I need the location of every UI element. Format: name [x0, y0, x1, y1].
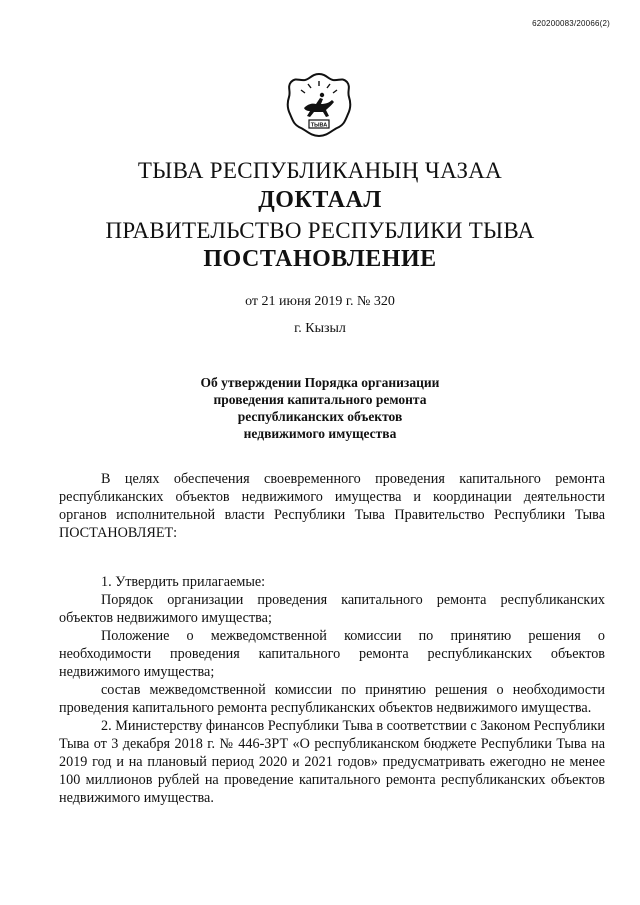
subject-line: недвижимого имущества — [243, 426, 397, 441]
item-paragraph: 2. Министерству финансов Республики Тыва в соответствии с Законом Республики Тыва от 3 декабря 2018 г. № 446-ЗРТ «О республиканском бюджете Республики Тыва на 2019 год и на плановый период 2020 и 2021 годов» предусматривать ежегодно не менее 100 миллионов рублей на проведение капитального ремонта республиканских объектов недвижимого имущества. — [59, 718, 605, 806]
preamble-paragraph: В целях обеспечения своевременного проведения капитального ремонта республиканских объектов недвижимого имущества и координации деятельности органов исполнительной власти Республики Тыва Правительство Республики Тыва ПОСТАНОВЛЯЕТ: — [59, 471, 605, 541]
subject-line: проведения капитального ремонта — [213, 392, 427, 407]
tyva-coat-of-arms-icon — [284, 70, 354, 140]
subject-line: республиканских объектов — [237, 409, 403, 424]
resolution-items — [59, 573, 605, 807]
header-doktaal: ДОКТААЛ — [258, 187, 382, 213]
subject-line: Об утверждении Порядка организации — [200, 375, 440, 390]
item-paragraph: Порядок организации проведения капитального ремонта республиканских объектов недвижимого имущества; — [59, 592, 605, 626]
document-subject — [0, 374, 640, 442]
item-paragraph: состав межведомственной комиссии по принятию решения о необходимости проведения капитального ремонта республиканских объектов недвижимого имущества. — [59, 682, 605, 716]
item-paragraph: 1. Утвердить прилагаемые: — [101, 574, 266, 590]
document-date: от 21 июня 2019 г. № 320 — [245, 294, 395, 309]
svg-text:ТЫВА: ТЫВА — [310, 122, 328, 129]
document-city: г. Кызыл — [294, 321, 346, 336]
header-postanovlenie: ПОСТАНОВЛЕНИЕ — [203, 246, 437, 272]
document-registration-number: 620200083/20066(2) — [532, 19, 610, 28]
header-tyva-government: ТЫВА РЕСПУБЛИКАНЫҢ ЧАЗАА — [137, 158, 503, 183]
item-paragraph: Положение о межведомственной комиссии по принятию решения о необходимости проведения капитального ремонта республиканских объектов недвижимого имущества; — [59, 628, 605, 680]
preamble-section — [59, 470, 605, 542]
header-government-russian: ПРАВИТЕЛЬСТВО РЕСПУБЛИКИ ТЫВА — [105, 218, 535, 243]
